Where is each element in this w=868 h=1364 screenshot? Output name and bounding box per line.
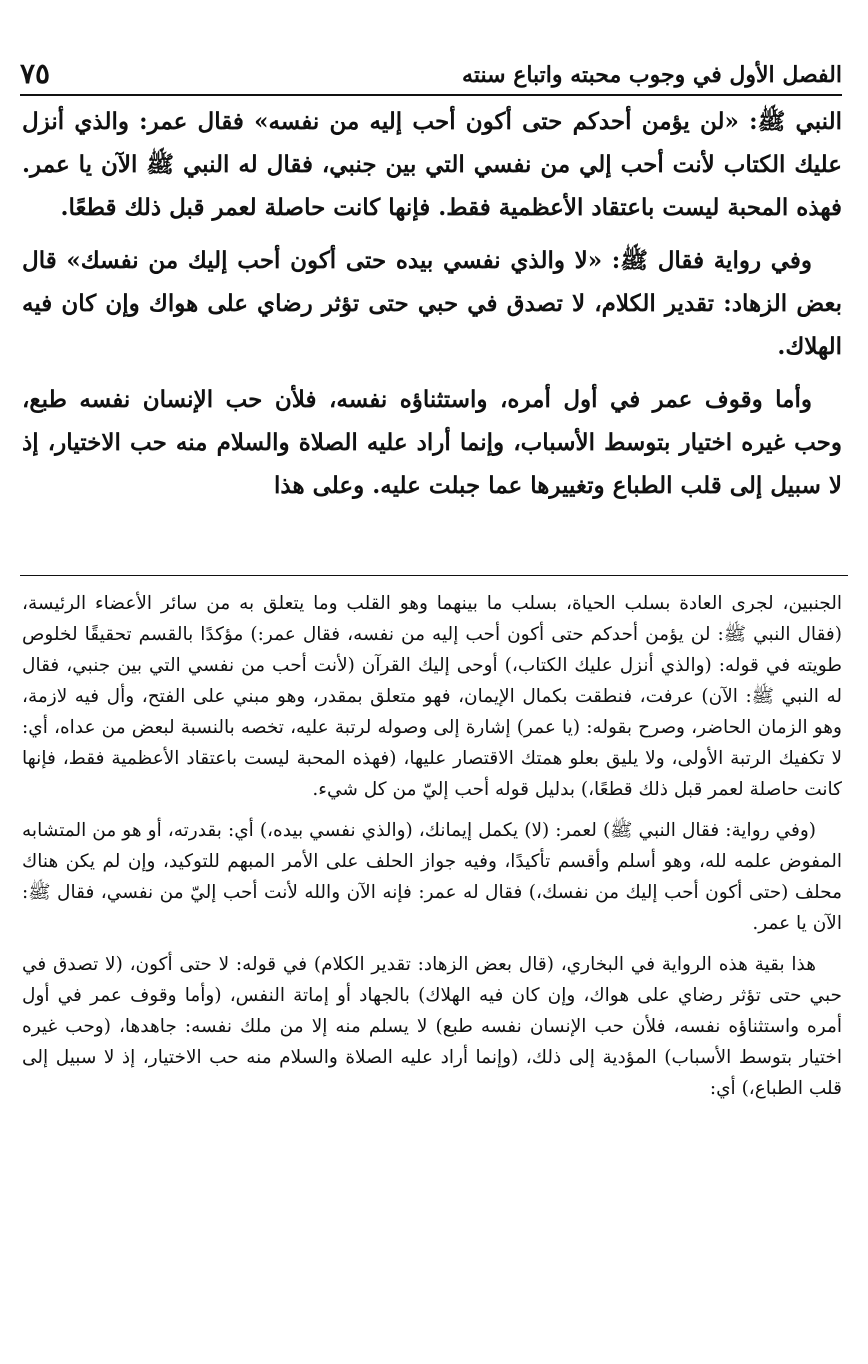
main-paragraph: النبي ﷺ: «لن يؤمن أحدكم حتى أكون أحب إليه من نفسه» فقال عمر: والذي أنزل عليك الكتاب لأنت أحب إلي من نفسي التي بين جنبي، فقال له النبي ﷺ الآن يا عمر. فهذه المحبة ليست باعتقاد الأعظمية فقط. فإنها كانت حاصلة لعمر قبل ذلك قطعًا.	[22, 108, 842, 221]
main-paragraph: وفي رواية فقال ﷺ: «لا والذي نفسي بيده حتى أكون أحب إليك من نفسك» قال بعض الزهاد: تقدير الكلام، لا تصدق في حبي حتى تؤثر رضاي على هواك وإن كان فيه الهلاك.	[22, 247, 842, 360]
page-number: ٧٥	[20, 57, 51, 90]
commentary-paragraph: (وفي رواية: فقال النبي ﷺ) لعمر: (لا) يكمل إيمانك، (والذي نفسي بيده،) أي: بقدرته، أو هو من المتشابه المفوض علمه لله، وهو أسلم وأقسم تأكيدًا، وفيه جواز الحلف على الأمر المبهم للتوكيد، وإن لم يكن هناك محلف (حتى أكون أحب إليك من نفسك،) فقال له عمر: فإنه الآن والله لأنت أحب إليّ من نفسي، فقال ﷺ: الآن يا عمر.	[22, 820, 842, 934]
main-paragraph: وأما وقوف عمر في أول أمره، واستثناؤه نفسه، فلأن حب الإنسان نفسه طبع، وحب غيره اختيار بتوسط الأسباب، وإنما أراد عليه الصلاة والسلام منه حب الاختيار، إذ لا سبيل إلى قلب الطباع وتغييرها عما جبلت عليه. وعلى هذا	[22, 386, 842, 499]
section-divider	[20, 575, 848, 576]
main-text	[22, 100, 842, 517]
chapter-title: الفصل الأول في وجوب محبته واتباع سنته	[462, 62, 842, 88]
running-header	[20, 42, 842, 96]
commentary-paragraph: هذا بقية هذه الرواية في البخاري، (قال بعض الزهاد: تقدير الكلام) في قوله: لا حتى أكون، (لا تصدق في حبي حتى تؤثر رضاي على هواك، وإن كان فيه الهلاك) بالجهاد أو إماتة النفس، (وأما وقوف عمر في أول أمره واستثناؤه نفسه، فلأن حب الإنسان نفسه طبع) لا يسلم منه إلا من ملك نفسه: جاهدها، (وحب غيره اختيار بتوسط الأسباب) المؤدية إلى ذلك، (وإنما أراد عليه الصلاة والسلام منه حب الاختيار، إذ لا سبيل إلى قلب الطباع،) أي:	[22, 954, 842, 1099]
commentary-text	[22, 588, 842, 1114]
commentary-paragraph: الجنبين، لجرى العادة بسلب الحياة، بسلب ما بينهما وهو القلب وما يتعلق به من سائر الأعضاء الرئيسة، (فقال النبي ﷺ: لن يؤمن أحدكم حتى أكون أحب إليه من نفسه، فقال عمر:) مؤكدًا بالقسم تحقيقًا لخلوص طويته في قوله: (والذي أنزل عليك الكتاب،) أوحى إليك القرآن (لأنت أحب من نفسي التي بين جنبي، فقال له النبي ﷺ: الآن) عرفت، فنطقت بكمال الإيمان، فهو متعلق بمقدر، وهو مبني على الفتح، وأل فيه لازمة، وهو الزمان الحاضر، وصرح بقوله: (يا عمر) إشارة إلى وصوله لرتبة عليه، تخصه بالنسبة لبعض من عداه، أي: لا تكفيك الرتبة الأولى، ولا يليق بعلو همتك الاقتصار عليها، (فهذه المحبة ليست باعتقاد الأعظمية فقط، فإنها كانت حاصلة لعمر قبل ذلك قطعًا،) بدليل قوله أحب إليّ من كل شيء.	[22, 593, 842, 800]
